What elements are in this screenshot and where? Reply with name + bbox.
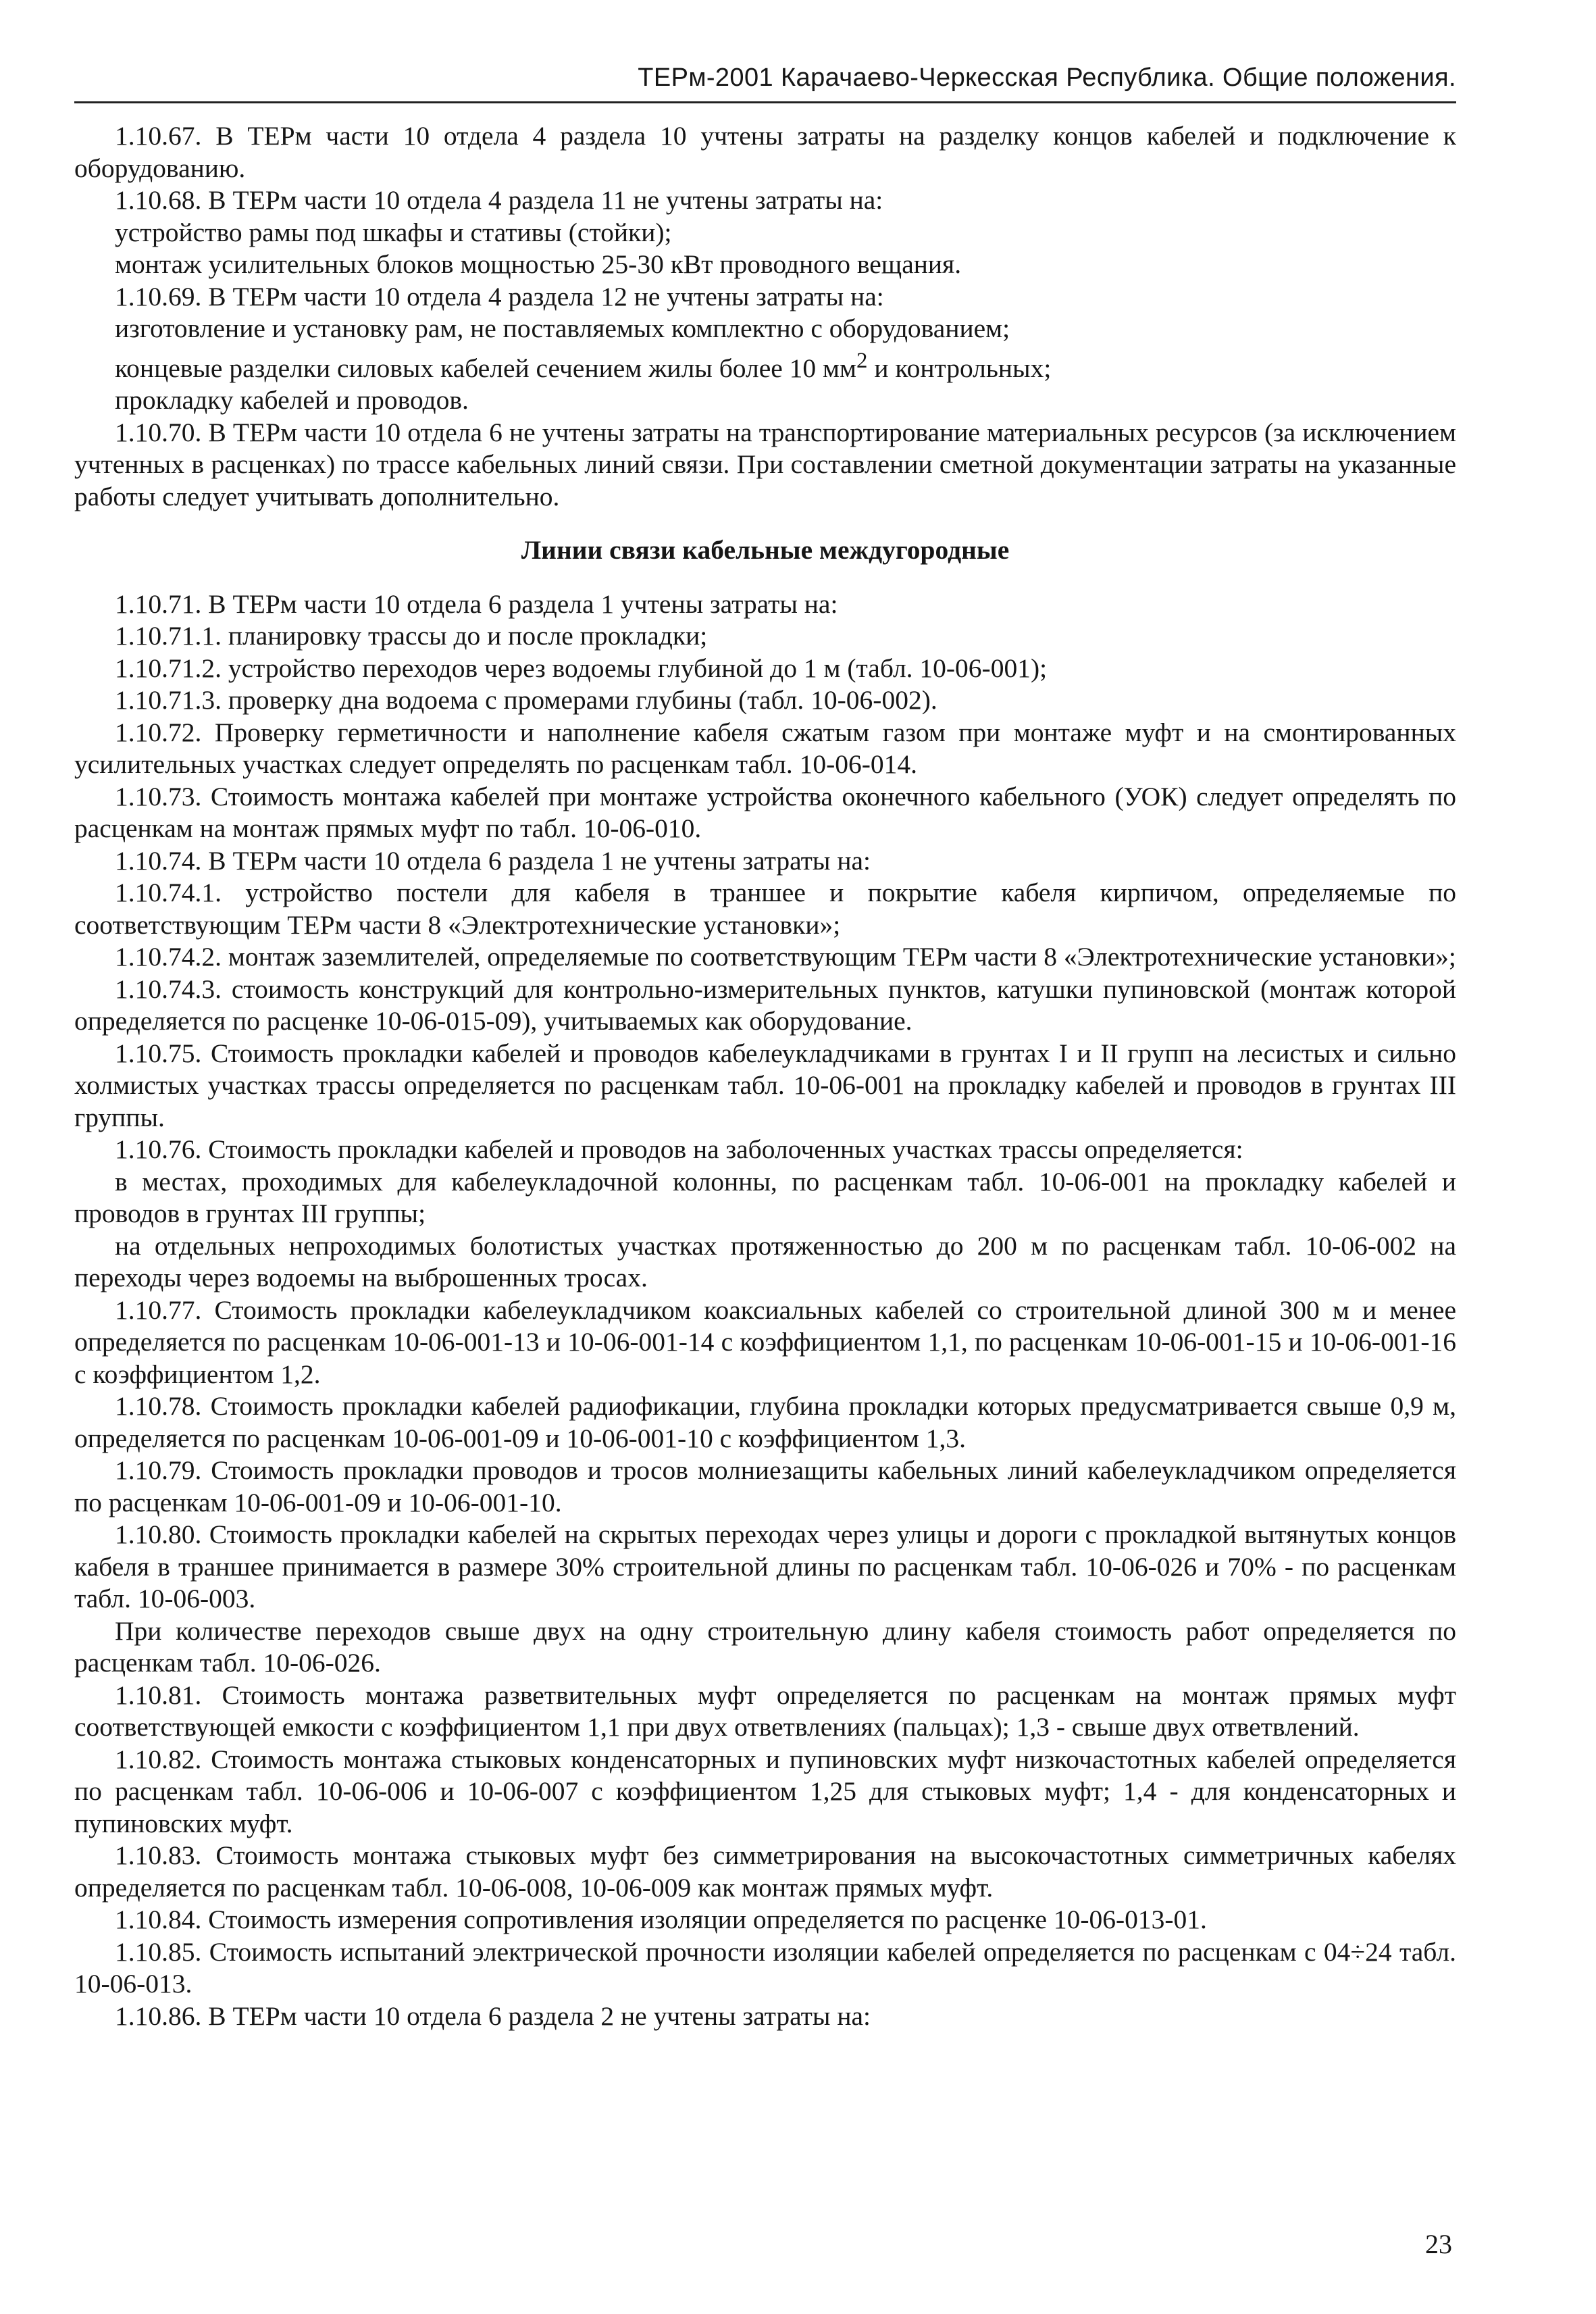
paragraph-1-10-68: 1.10.68. В ТЕРм части 10 отдела 4 раздела 11 не учтены затраты на: bbox=[115, 185, 883, 215]
list-item-1-10-76-a: в местах, проходимых для кабелеукладочной колонны, по расценкам табл. 10-06-001 на прокладку кабелей и проводов в грунтах III группы; bbox=[74, 1166, 1456, 1229]
paragraph-1-10-67: 1.10.67. В ТЕРм части 10 отдела 4 раздела 10 учтены затраты на разделку концов кабелей и подключение к оборудованию. bbox=[74, 121, 1456, 183]
paragraph-1-10-71-2: 1.10.71.2. устройство переходов через водоемы глубиной до 1 м (табл. 10-06-001); bbox=[115, 653, 1048, 683]
paragraph-1-10-80-note: При количестве переходов свыше двух на одну строительную длину кабеля стоимость работ определяется по расценкам табл. 10-06-026. bbox=[74, 1615, 1456, 1678]
paragraph-1-10-74-3: 1.10.74.3. стоимость конструкций для контрольно-измерительных пунктов, катушки пупиновской (монтаж которой определяется по расценке 10-06-015-09), учитываемых как оборудование. bbox=[74, 974, 1456, 1036]
paragraph-1-10-75: 1.10.75. Стоимость прокладки кабелей и проводов кабелеукладчиками в грунтах I и II групп на лесистых и сильно холмистых участках трассы определяется по расценкам табл. 10-06-001 на прокладку кабелей и проводов в грунтах III группы. bbox=[74, 1038, 1456, 1132]
document-page bbox=[74, 0, 1456, 2314]
paragraph-1-10-71-1: 1.10.71.1. планировку трассы до и после прокладки; bbox=[115, 621, 708, 651]
list-item-1-10-69-b bbox=[74, 345, 1456, 385]
header-rule bbox=[74, 101, 1456, 103]
paragraph-1-10-85: 1.10.85. Стоимость испытаний электрической прочности изоляции кабелей определяется по расценкам с 04÷24 табл. 10-06-013. bbox=[74, 1936, 1456, 1999]
paragraph-1-10-77: 1.10.77. Стоимость прокладки кабелеукладчиком коаксиальных кабелей со строительной длиной 300 м и менее определяется по расценкам 10-06-001-13 и 10-06-001-14 с коэффициентом 1,1, по расценкам 10-06-001-15 и 10-06-001-16 с коэффициентом 1,2. bbox=[74, 1294, 1456, 1389]
paragraph-1-10-72: 1.10.72. Проверку герметичности и наполнение кабеля сжатым газом при монтаже муфт и на смонтированных усилительных участках следует определять по расценкам табл. 10-06-014. bbox=[74, 717, 1456, 780]
paragraph-1-10-70: 1.10.70. В ТЕРм части 10 отдела 6 не учтены затраты на транспортирование материальных ресурсов (за исключением учтенных в расценках) по трассе кабельных линий связи. При составлении сметной документации затраты на указанные работы следует учитывать дополнительно. bbox=[74, 417, 1456, 511]
paragraph-1-10-74: 1.10.74. В ТЕРм части 10 отдела 6 раздела 1 не учтены затраты на: bbox=[115, 845, 871, 876]
paragraph-1-10-76: 1.10.76. Стоимость прокладки кабелей и проводов на заболоченных участках трассы определяется: bbox=[115, 1134, 1243, 1165]
document-body bbox=[74, 120, 1456, 2032]
paragraph-1-10-86: 1.10.86. В ТЕРм части 10 отдела 6 раздела 2 не учтены затраты на: bbox=[115, 2001, 871, 2031]
page-number: 23 bbox=[1425, 2229, 1452, 2259]
paragraph-1-10-71-3: 1.10.71.3. проверку дна водоема с промерами глубины (табл. 10-06-002). bbox=[115, 685, 937, 715]
paragraph-1-10-74-2: 1.10.74.2. монтаж заземлителей, определяемые по соответствующим ТЕРм части 8 «Электротехнические установки»; bbox=[115, 942, 1456, 972]
paragraph-1-10-80: 1.10.80. Стоимость прокладки кабелей на скрытых переходах через улицы и дороги с прокладкой вытянутых концов кабеля в траншее принимается в размере 30% строительной длины по расценкам табл. 10-06-026 и 70% - по расценкам табл. 10-06-003. bbox=[74, 1519, 1456, 1614]
list-item-1-10-68-b: монтаж усилительных блоков мощностью 25-30 кВт проводного вещания. bbox=[115, 249, 962, 279]
paragraph-1-10-74-1: 1.10.74.1. устройство постели для кабеля в траншее и покрытие кабеля кирпичом, определяемые по соответствующим ТЕРм части 8 «Электротехнические установки»; bbox=[74, 878, 1456, 940]
paragraph-1-10-71: 1.10.71. В ТЕРм части 10 отдела 6 раздела 1 учтены затраты на: bbox=[115, 588, 838, 619]
list-item-1-10-69-b-tail: и контрольных; bbox=[867, 353, 1052, 383]
paragraph-1-10-69: 1.10.69. В ТЕРм части 10 отдела 4 раздела 12 не учтены затраты на: bbox=[115, 281, 884, 311]
list-item-1-10-68-a: устройство рамы под шкафы и стативы (стойки); bbox=[115, 217, 672, 247]
list-item-1-10-69-a: изготовление и установку рам, не поставляемых комплектно с оборудованием; bbox=[115, 313, 1010, 343]
list-item-1-10-69-c: прокладку кабелей и проводов. bbox=[115, 385, 469, 416]
superscript-two: 2 bbox=[856, 348, 868, 373]
paragraph-1-10-73: 1.10.73. Стоимость монтажа кабелей при монтаже устройства оконечного кабельного (УОК) следует определять по расценкам на монтаж прямых муфт по табл. 10-06-010. bbox=[74, 781, 1456, 844]
running-header: ТЕРм-2001 Карачаево-Черкесская Республика. Общие положения. bbox=[638, 64, 1456, 92]
list-item-1-10-69-b-text: концевые разделки силовых кабелей сечением жилы более 10 мм bbox=[115, 353, 857, 383]
paragraph-1-10-79: 1.10.79. Стоимость прокладки проводов и тросов молниезащиты кабельных линий кабелеукладчиком определяется по расценкам 10-06-001-09 и 10-06-001-10. bbox=[74, 1455, 1456, 1517]
list-item-1-10-76-b: на отдельных непроходимых болотистых участках протяженностью до 200 м по расценкам табл. 10-06-002 на переходы через водоемы на выброшенных тросах. bbox=[74, 1230, 1456, 1293]
paragraph-1-10-81: 1.10.81. Стоимость монтажа разветвительных муфт определяется по расценкам на монтаж прямых муфт соответствующей емкости с коэффициентом 1,1 при двух ответвлениях (пальцах); 1,3 - свыше двух ответвлений. bbox=[74, 1680, 1456, 1742]
section-heading: Линии связи кабельные междугородные bbox=[521, 535, 1010, 565]
paragraph-1-10-83: 1.10.83. Стоимость монтажа стыковых муфт без симметрирования на высокочастотных симметричных кабелях определяется по расценкам табл. 10-06-008, 10-06-009 как монтаж прямых муфт. bbox=[74, 1840, 1456, 1903]
paragraph-1-10-82: 1.10.82. Стоимость монтажа стыковых конденсаторных и пупиновских муфт низкочастотных кабелей определяется по расценкам табл. 10-06-006 и 10-06-007 с коэффициентом 1,25 для стыковых муфт; 1,4 - для конденсаторных и пупиновских муфт. bbox=[74, 1744, 1456, 1838]
paragraph-1-10-84: 1.10.84. Стоимость измерения сопротивления изоляции определяется по расценке 10-06-013-01. bbox=[115, 1905, 1207, 1935]
paragraph-1-10-78: 1.10.78. Стоимость прокладки кабелей радиофикации, глубина прокладки которых предусматривается свыше 0,9 м, определяется по расценкам 10-06-001-09 и 10-06-001-10 с коэффициентом 1,3. bbox=[74, 1391, 1456, 1453]
